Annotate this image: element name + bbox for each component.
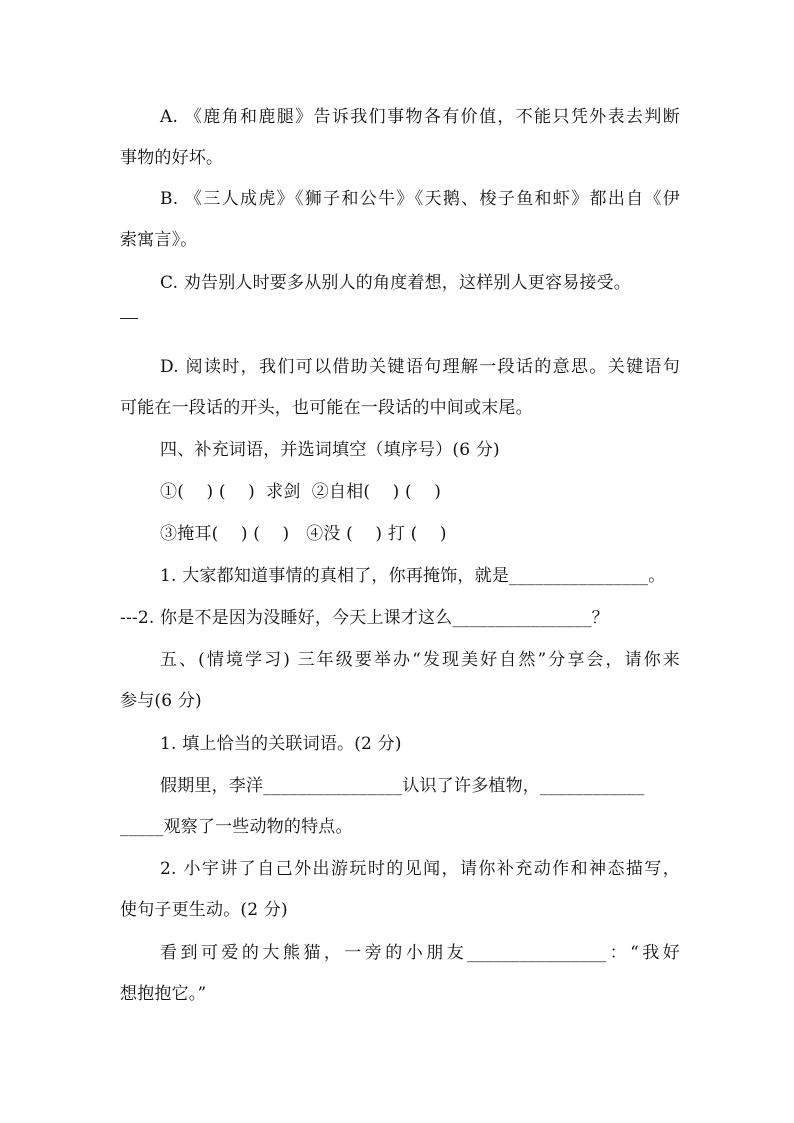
option-d-line-1: D. 阅读时，我们可以借助关键语句理解一段话的意思。关键语句 <box>160 357 680 377</box>
sub-question-1: 1. 填上恰当的关联词语。(2 分) <box>160 734 402 754</box>
option-b-line-1: B. 《三人成虎》《狮子和公牛》《天鹅、梭子鱼和虾》都出自《伊 <box>160 189 680 209</box>
sub-question-2-line-2: 使句子更生动。(2 分) <box>120 900 288 920</box>
idiom-row-1: ①( ) ( ) 求剑 ②自相( ) ( ) <box>160 482 442 502</box>
sub-question-1-sentence-line-2: _____观察了一些动物的特点。 <box>120 817 353 837</box>
idiom-row-2: ③掩耳( ) ( ) ④没 ( ) 打 ( ) <box>160 524 447 544</box>
stray-dash-mark <box>120 318 138 319</box>
sub-question-2-sentence-line-1: 看到可爱的大熊猫，一旁的小朋友________________：“我好 <box>160 943 680 963</box>
sub-question-1-sentence-line-1: 假期里，李洋________________认识了许多植物，____________ <box>160 776 645 796</box>
section-four-heading: 四、补充词语，并选词填空（填序号）(6 分) <box>160 440 500 460</box>
section-five-heading-line-2: 参与(6 分) <box>120 691 202 711</box>
fill-question-1: 1. 大家都知道事情的真相了，你再掩饰，就是________________。 <box>160 566 666 586</box>
sub-question-2-line-1: 2. 小宇讲了自己外出游玩时的见闻，请你补充动作和神态描写， <box>160 859 680 879</box>
option-d-line-2: 可能在一段话的开头，也可能在一段话的中间或末尾。 <box>120 398 533 418</box>
option-a-line-1: A. 《鹿角和鹿腿》告诉我们事物各有价值，不能只凭外表去判断 <box>160 107 680 127</box>
option-b-line-2: 索寓言》。 <box>120 230 198 250</box>
fill-question-2: ---2. 你是不是因为没睡好，今天上课才这么________________？ <box>120 608 609 628</box>
sub-question-2-sentence-line-2: 想抱抱它。” <box>120 984 207 1004</box>
option-a-line-2: 事物的好坏。 <box>120 148 224 168</box>
option-c-line: C. 劝告别人时要多从别人的角度着想，这样别人更容易接受。 <box>160 273 632 293</box>
section-five-heading-line-1: 五、(情境学习) 三年级要举办“发现美好自然”分享会，请你来 <box>160 650 680 670</box>
